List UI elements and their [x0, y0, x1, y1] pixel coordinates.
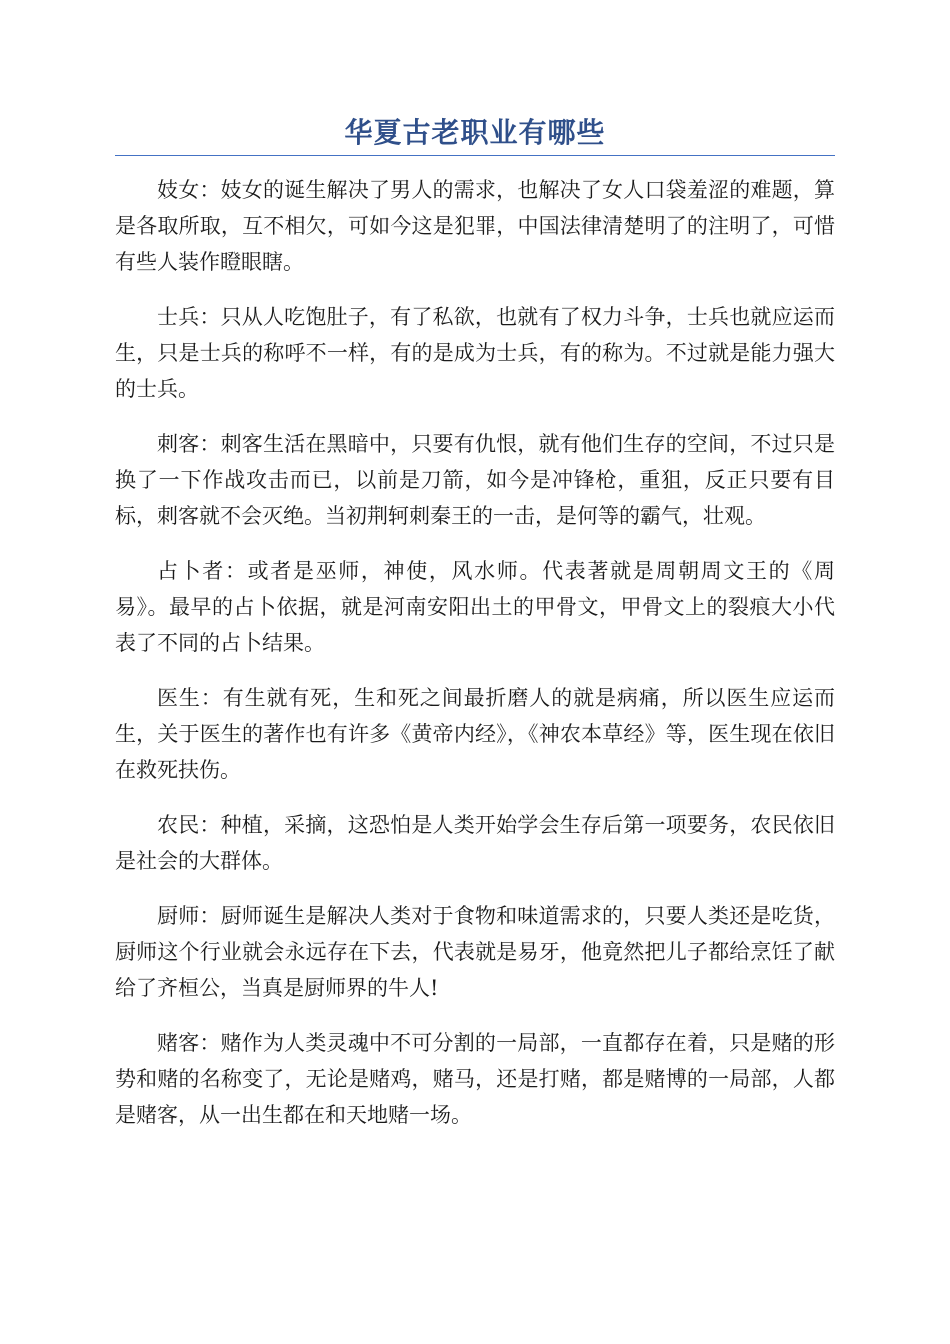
paragraph-assassin: 刺客：刺客生活在黑暗中，只要有仇恨，就有他们生存的空间，不过只是换了一下作战攻击而已，以前是刀箭，如今是冲锋枪，重狙，反正只要有目标，刺客就不会灭绝。当初荆轲刺秦王的一击，是何等的霸气，壮观。 [115, 432, 835, 528]
paragraph-farmer: 农民：种植，采摘，这恐怕是人类开始学会生存后第一项要务，农民依旧是社会的大群体。 [115, 813, 835, 873]
paragraph-doctor: 医生：有生就有死，生和死之间最折磨人的就是病痛，所以医生应运而生，关于医生的著作也有许多《黄帝内经》，《神农本草经》等，医生现在依旧在救死扶伤。 [115, 686, 835, 782]
paragraph-prostitute: 妓女：妓女的诞生解决了男人的需求，也解决了女人口袋羞涩的难题，算是各取所取，互不相欠，可如今这是犯罪，中国法律清楚明了的注明了，可惜有些人装作瞪眼瞎。 [115, 178, 835, 274]
title-underline [115, 155, 835, 156]
paragraph-soldier: 士兵：只从人吃饱肚子，有了私欲，也就有了权力斗争，士兵也就应运而生，只是士兵的称呼不一样，有的是成为士兵，有的称为。不过就是能力强大的士兵。 [115, 305, 835, 401]
paragraph-chef: 厨师：厨师诞生是解决人类对于食物和味道需求的，只要人类还是吃货，厨师这个行业就会永远存在下去，代表就是易牙，他竟然把儿子都给烹饪了献给了齐桓公，当真是厨师界的牛人! [115, 904, 835, 1000]
document-title: 华夏古老职业有哪些 [344, 116, 606, 149]
paragraph-gambler: 赌客：赌作为人类灵魂中不可分割的一局部，一直都存在着，只是赌的形势和赌的名称变了，无论是赌鸡，赌马，还是打赌，都是赌博的一局部，人都是赌客，从一出生都在和天地赌一场。 [115, 1031, 835, 1127]
paragraph-diviner: 占卜者：或者是巫师，神使，风水师。代表著就是周朝周文王的《周易》。最早的占卜依据，就是河南安阳出土的甲骨文，甲骨文上的裂痕大小代表了不同的占卜结果。 [115, 559, 835, 655]
document-page [115, 112, 835, 1152]
